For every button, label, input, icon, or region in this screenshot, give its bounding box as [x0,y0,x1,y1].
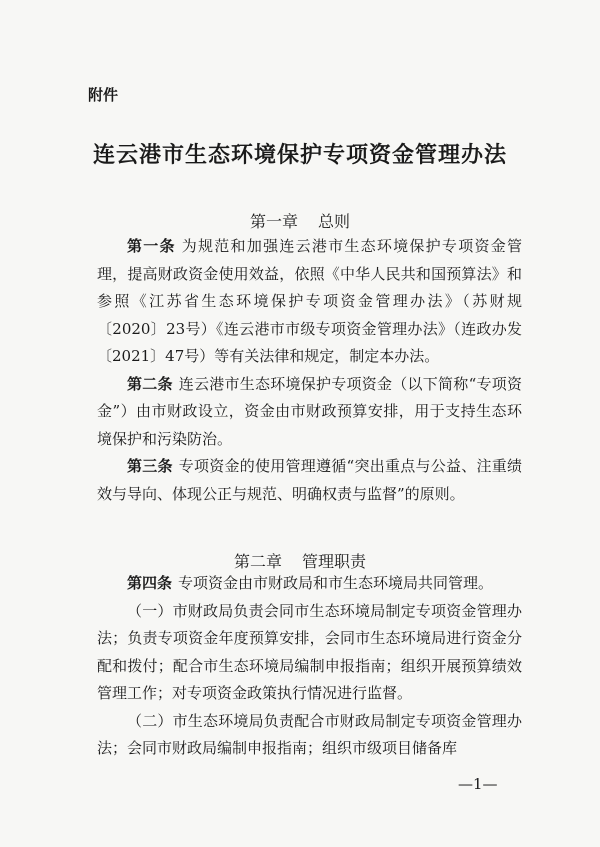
article-2-label: 第二条 [127,374,173,393]
article-2-text: 连云港市生态环境保护专项资金（以下简称“专项资金”）由市财政设立，资金由市财政预算安排，用于支持生态环境保护和污染防治。 [97,374,522,448]
chapter-2-body [97,570,522,763]
article-2 [97,371,522,454]
article-3 [97,453,522,508]
chapter-1-number: 第一章 [249,212,298,231]
article-4-item-2: （二）市生态环境局负责配合市财政局制定专项资金管理办法；会同市财政局编制申报指南；组织市级项目储备库 [97,711,522,757]
article-1 [97,233,522,371]
article-4-label: 第四条 [127,574,173,592]
article-3-label: 第三条 [127,457,173,475]
chapter-2-heading [0,549,600,572]
article-1-label: 第一条 [127,237,176,255]
page-number: —1— [458,775,498,793]
chapter-1-heading [0,209,600,232]
article-3-text: 专项资金的使用管理遵循“突出重点与公益、注重绩效与导向、体现公正与规范、明确权责与监督”的原则。 [97,457,522,503]
chapter-2-name: 管理职责 [302,552,367,571]
chapter-2-number: 第二章 [233,552,282,571]
article-1-text: 为规范和加强连云港市生态环境保护专项资金管理，提高财政资金使用效益，依照《中华人民共和国预算法》和参照《江苏省生态环境保护专项资金管理办法》（苏财规〔2020〕23号）《连云港市市级专项资金管理办法》（连政办发〔2021〕47号）等有关法律和规定，制定本办法。 [97,237,522,365]
chapter-1-body [97,233,522,508]
chapter-1-name: 总则 [318,212,351,231]
attachment-label: 附件 [88,86,119,104]
article-4-text: 专项资金由市财政局和市生态环境局共同管理。 [178,574,494,592]
article-4-item-1: （一）市财政局负责会同市生态环境局制定专项资金管理办法；负责专项资金年度预算安排，会同市生态环境局进行资金分配和拨付；配合市生态环境局编制申报指南；组织开展预算绩效管理工作；对专项资金政策执行情况进行监督。 [97,601,522,702]
article-4 [97,570,522,598]
document-title: 连云港市生态环境保护专项资金管理办法 [92,142,507,168]
